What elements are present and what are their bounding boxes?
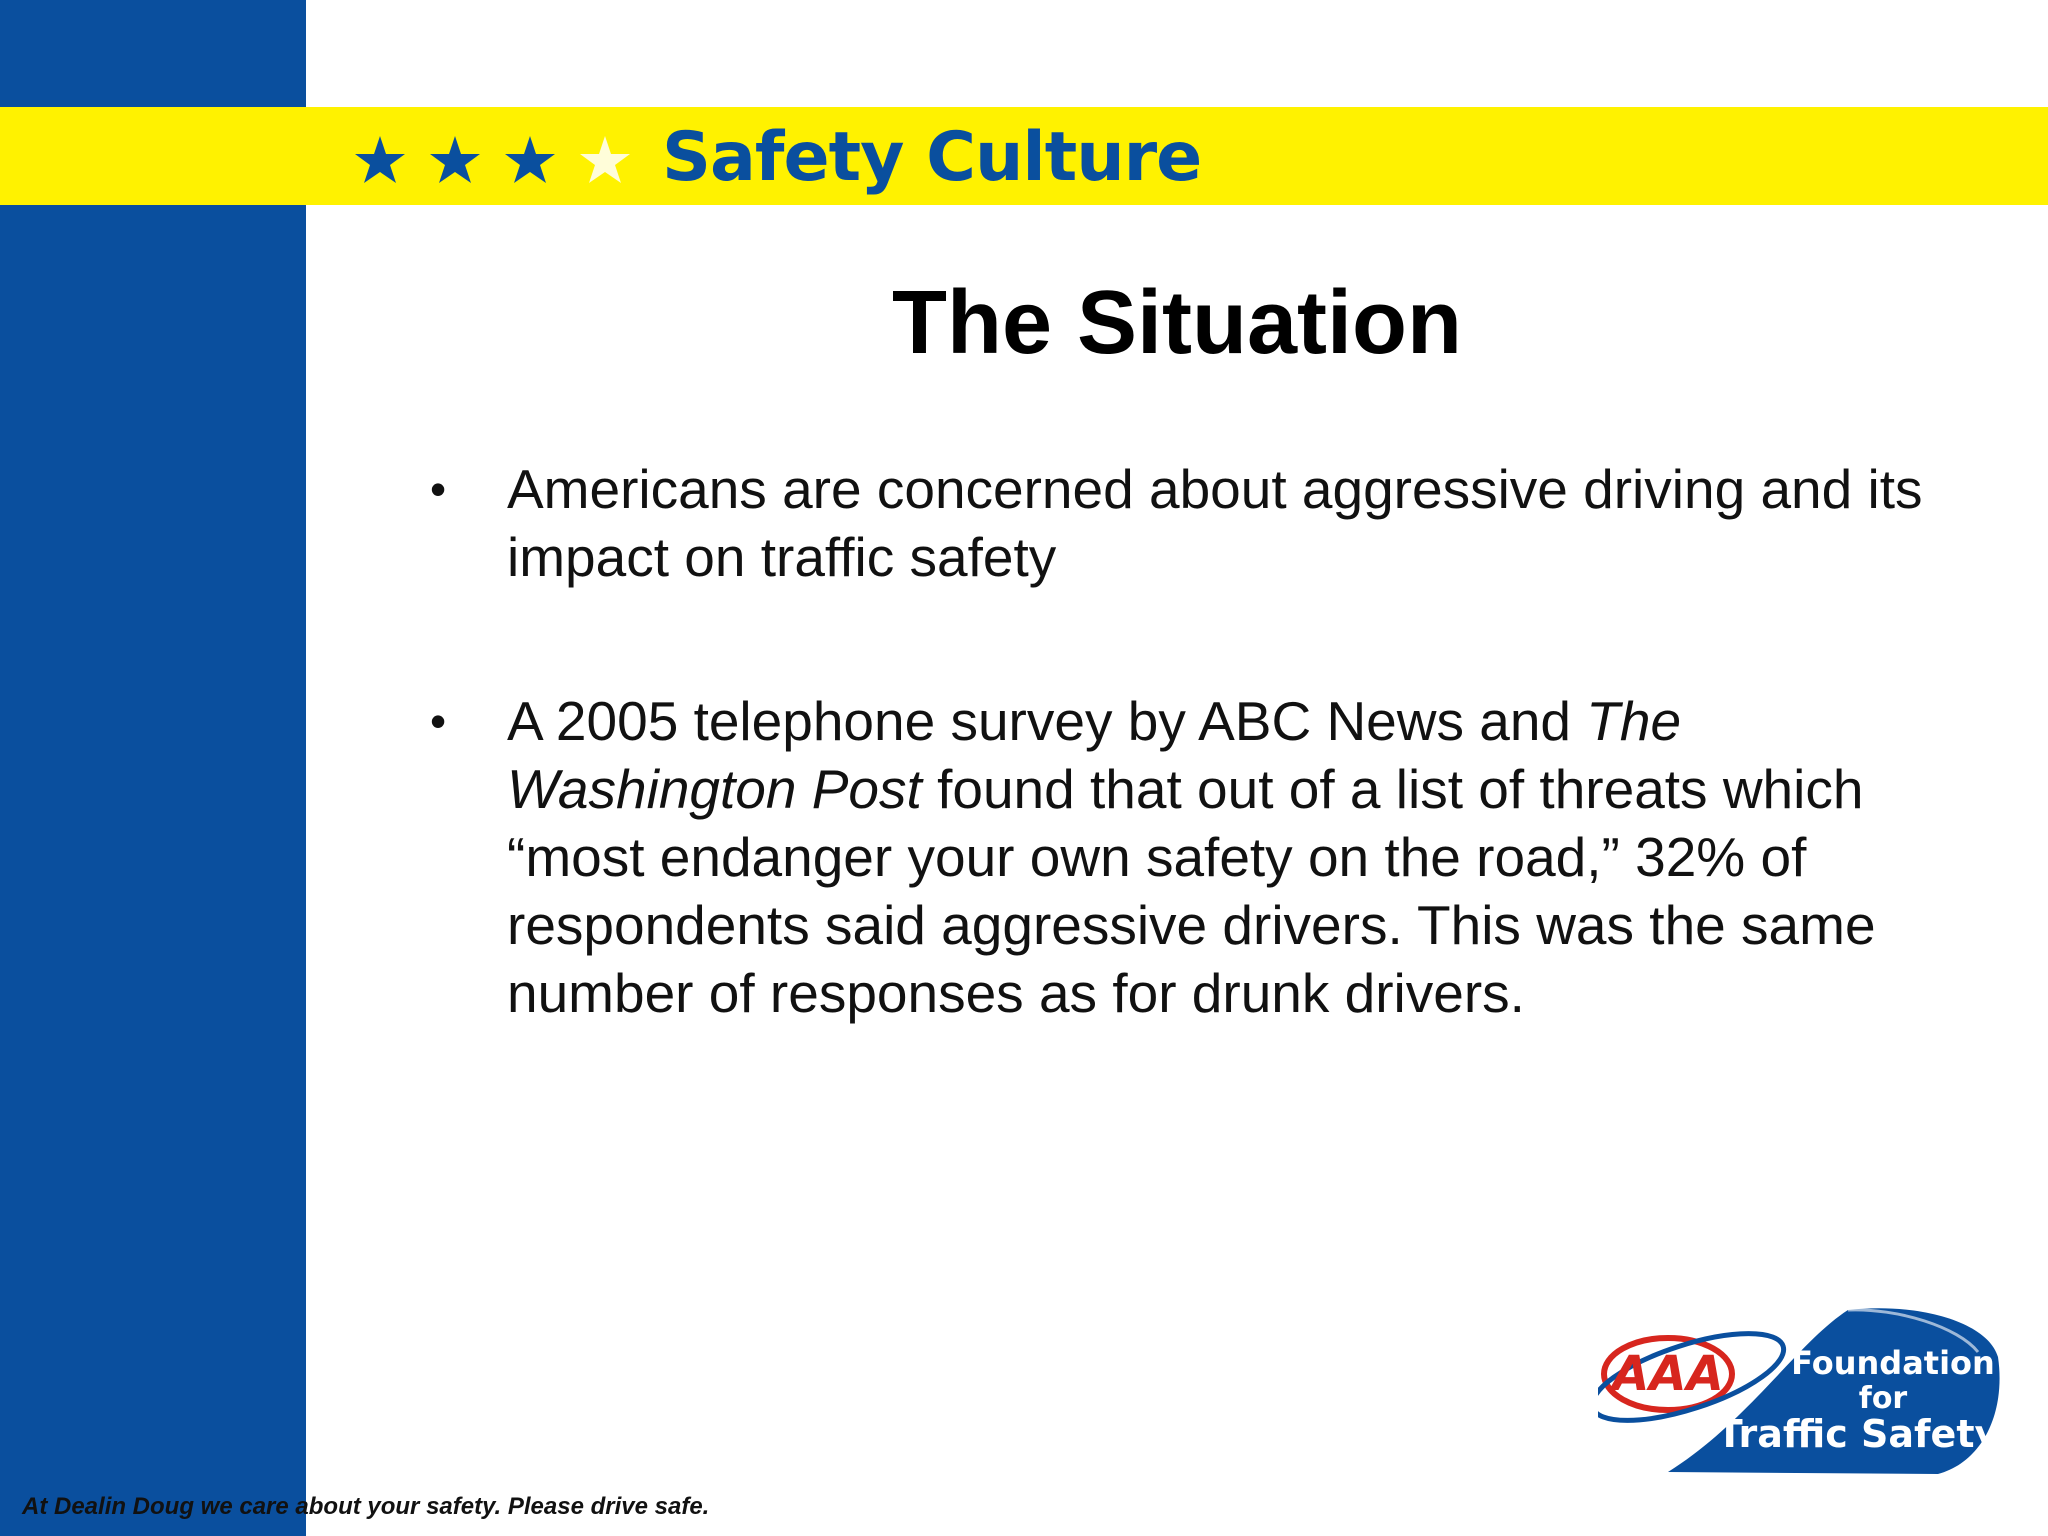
logo-line-1: Foundation [1791,1344,1995,1382]
aaa-brand-text: AAA [1612,1346,1724,1402]
bullet-list [425,455,1945,1027]
bullet-text [507,690,1876,1024]
star-icon [355,136,405,183]
star-outline-icon [580,136,630,183]
slide-title: The Situation [892,273,1462,373]
footer-note: At Dealin Doug we care about your safety. Please drive safe. [22,1493,710,1520]
aaa-foundation-logo [1598,1302,2008,1482]
bullet-item [425,687,1945,1027]
bullet-icon: • [430,463,447,515]
bullet-icon: • [430,695,447,747]
bullet-text-part: found that out of a list of threats which “most endanger your own safety on the road,” 32% of respondents said aggressive drivers. This was the same number of responses as for drunk drivers. [507,758,1876,1024]
left-blue-bar [0,0,306,1536]
star-icon [430,136,480,183]
bullet-text-part: A 2005 telephone survey by ABC News and [507,690,1587,752]
logo-line-3: Traffic Safety [1716,1412,2000,1456]
logo-line-2: for [1858,1381,1908,1416]
bullet-item [425,455,1945,591]
publication-name: The Washington Post [507,690,1682,820]
header-title: Safety Culture [662,118,1202,197]
rating-stars [355,128,645,198]
bullet-text: Americans are concerned about aggressive driving and its impact on traffic safety [507,458,1923,588]
star-icon [505,136,555,183]
